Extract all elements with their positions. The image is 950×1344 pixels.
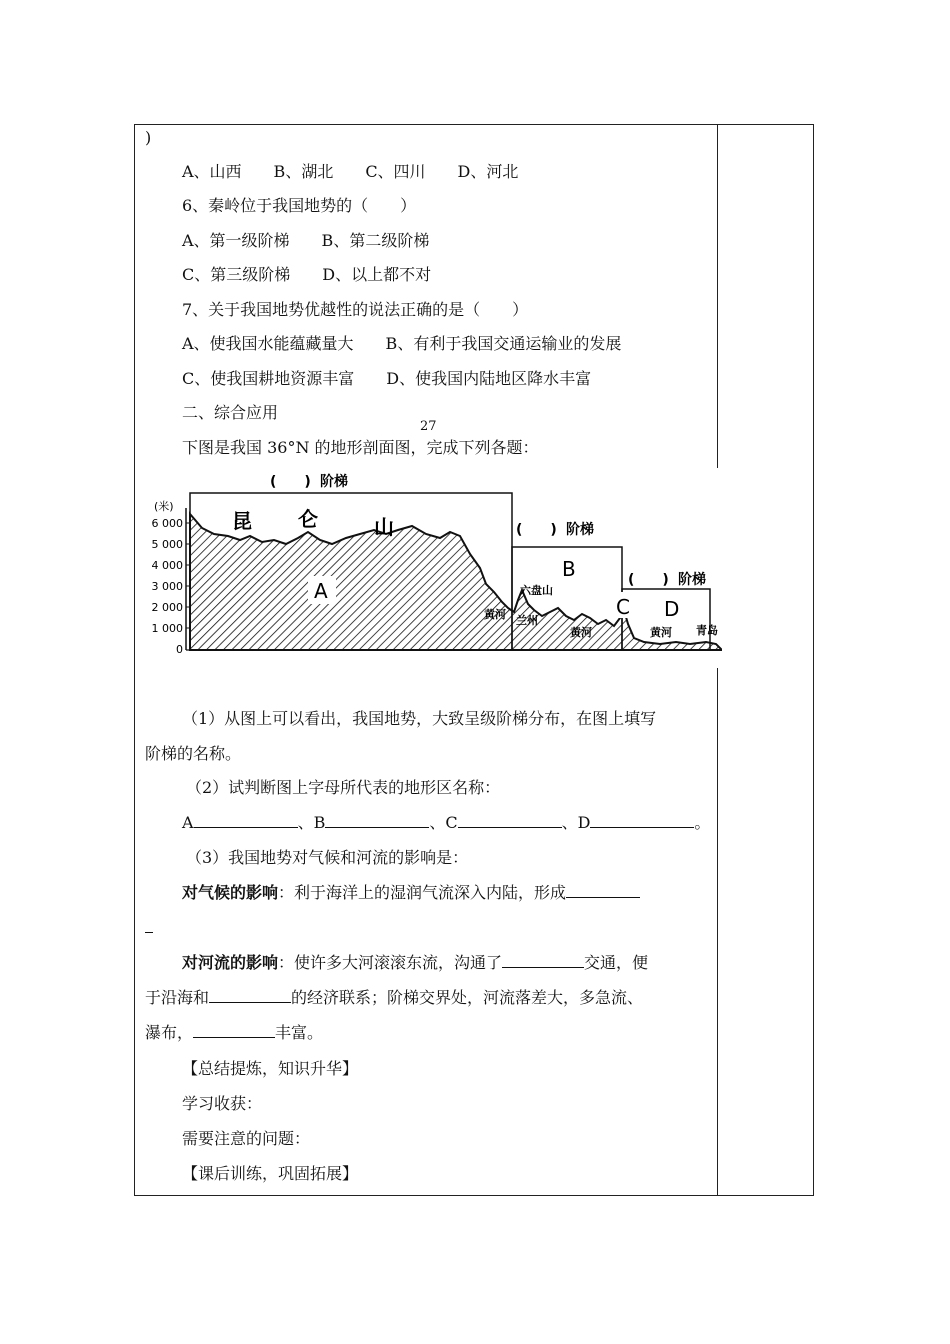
river-heading: 对河流的影响 [182,953,279,972]
answer-end: 。 [694,813,711,832]
huanghe-label-1: 黄河 [484,608,506,621]
q7-options-2: C、使我国耕地资源丰富 D、使我国内陆地区降水丰富 [182,369,592,388]
y-tick: 3 000 [151,580,183,593]
huanghe-label-3: 黄河 [650,626,672,639]
y-tick: 4 000 [151,559,183,572]
text-line: ) [145,128,152,147]
qingdao-label: 青岛 [696,624,718,637]
river-row-2 [145,988,643,1008]
section-heading: 二、综合应用 [182,403,279,422]
huanghe-label-2: 黄河 [570,626,592,639]
river-text-1: ：使许多大河滚滚东流，沟通了 [278,953,503,972]
blank-a[interactable] [194,813,298,828]
river-text-3: 于沿海和 [145,988,210,1007]
q2-text: （2）试判断图上字母所代表的地形区名称： [186,778,501,797]
q1-text-cont: 阶梯的名称。 [145,744,242,763]
q6-options-1: A、第一级阶梯 B、第二级阶梯 [182,231,430,250]
region-d-letter: D [664,597,680,621]
climate-blank-cont [145,918,153,938]
blank-river-2[interactable] [209,988,291,1003]
page-number: 27 [420,419,437,434]
q7-options-1: A、使我国水能蕴藏量大 B、有利于我国交通运输业的发展 [182,334,622,353]
q1-text: （1）从图上可以看出，我国地势，大致呈级阶梯分布，在图上填写 [182,709,657,728]
y-tick: 2 000 [151,601,183,614]
kunlun-char: 仑 [298,507,318,531]
step-2-paren: ( ) [516,522,557,538]
y-tick: 6 000 [151,517,183,530]
step-3-paren: ( ) [628,572,669,588]
summary-heading: 【总结提炼，知识升华】 [182,1059,359,1078]
figure-intro: 下图是我国 36°N 的地形剖面图，完成下列各题： [182,438,539,457]
blank-b[interactable] [325,813,429,828]
training-heading: 【课后训练，巩固拓展】 [182,1164,359,1183]
step-1-label: 阶梯 [320,474,348,490]
climate-row [182,883,640,903]
q7-question: 7、关于我国地势优越性的说法正确的是（ ） [182,300,529,319]
river-row-3 [145,1023,323,1043]
attention-label: 需要注意的问题： [182,1129,311,1148]
step-2-label: 阶梯 [566,522,594,538]
blank-d[interactable] [590,813,694,828]
answer-letter-a: A [182,813,194,832]
kunlun-char: 山 [374,515,394,539]
terrain-profile-figure [150,468,722,664]
liupan-label: 六盘山 [520,584,553,597]
river-text-4: 的经济联系；阶梯交界处，河流落差大，多急流、 [291,988,644,1007]
gain-label: 学习收获： [182,1094,263,1113]
blank-c[interactable] [458,813,562,828]
region-a-letter: A [314,579,328,603]
q5-options: A、山西 B、湖北 C、四川 D、河北 [182,162,519,181]
blank-climate-cont[interactable] [145,918,153,933]
q6-question: 6、秦岭位于我国地势的（ ） [182,196,417,215]
answer-letter-d: 、D [561,813,591,832]
river-text-6: 丰富。 [275,1023,324,1042]
climate-text: ：利于海洋上的湿润气流深入内陆，形成 [278,883,567,902]
region-b-letter: B [562,557,576,581]
blank-river-1[interactable] [502,953,584,968]
blank-climate[interactable] [566,883,640,898]
y-axis-unit: (米) [154,500,174,513]
y-tick: 1 000 [151,622,183,635]
q3-text: （3）我国地势对气候和河流的影响是： [186,848,469,867]
answer-letter-c: 、C [429,813,458,832]
q6-options-2: C、第三级阶梯 D、以上都不对 [182,265,432,284]
region-c-letter: C [616,595,630,619]
y-tick: 5 000 [151,538,183,551]
answer-letter-b: 、B [297,813,326,832]
q2-answer-row [182,813,710,833]
climate-heading: 对气候的影响 [182,883,279,902]
blank-river-3[interactable] [193,1023,275,1038]
kunlun-char: 昆 [232,509,252,533]
river-text-5: 瀑布， [145,1023,194,1042]
river-text-2: 交通，便 [584,953,649,972]
step-1-paren: ( ) [270,474,311,490]
y-tick: 0 [176,643,183,656]
step-3-label: 阶梯 [678,572,706,588]
lanzhou-label: 兰州 [516,614,538,627]
river-row-1 [182,953,648,973]
